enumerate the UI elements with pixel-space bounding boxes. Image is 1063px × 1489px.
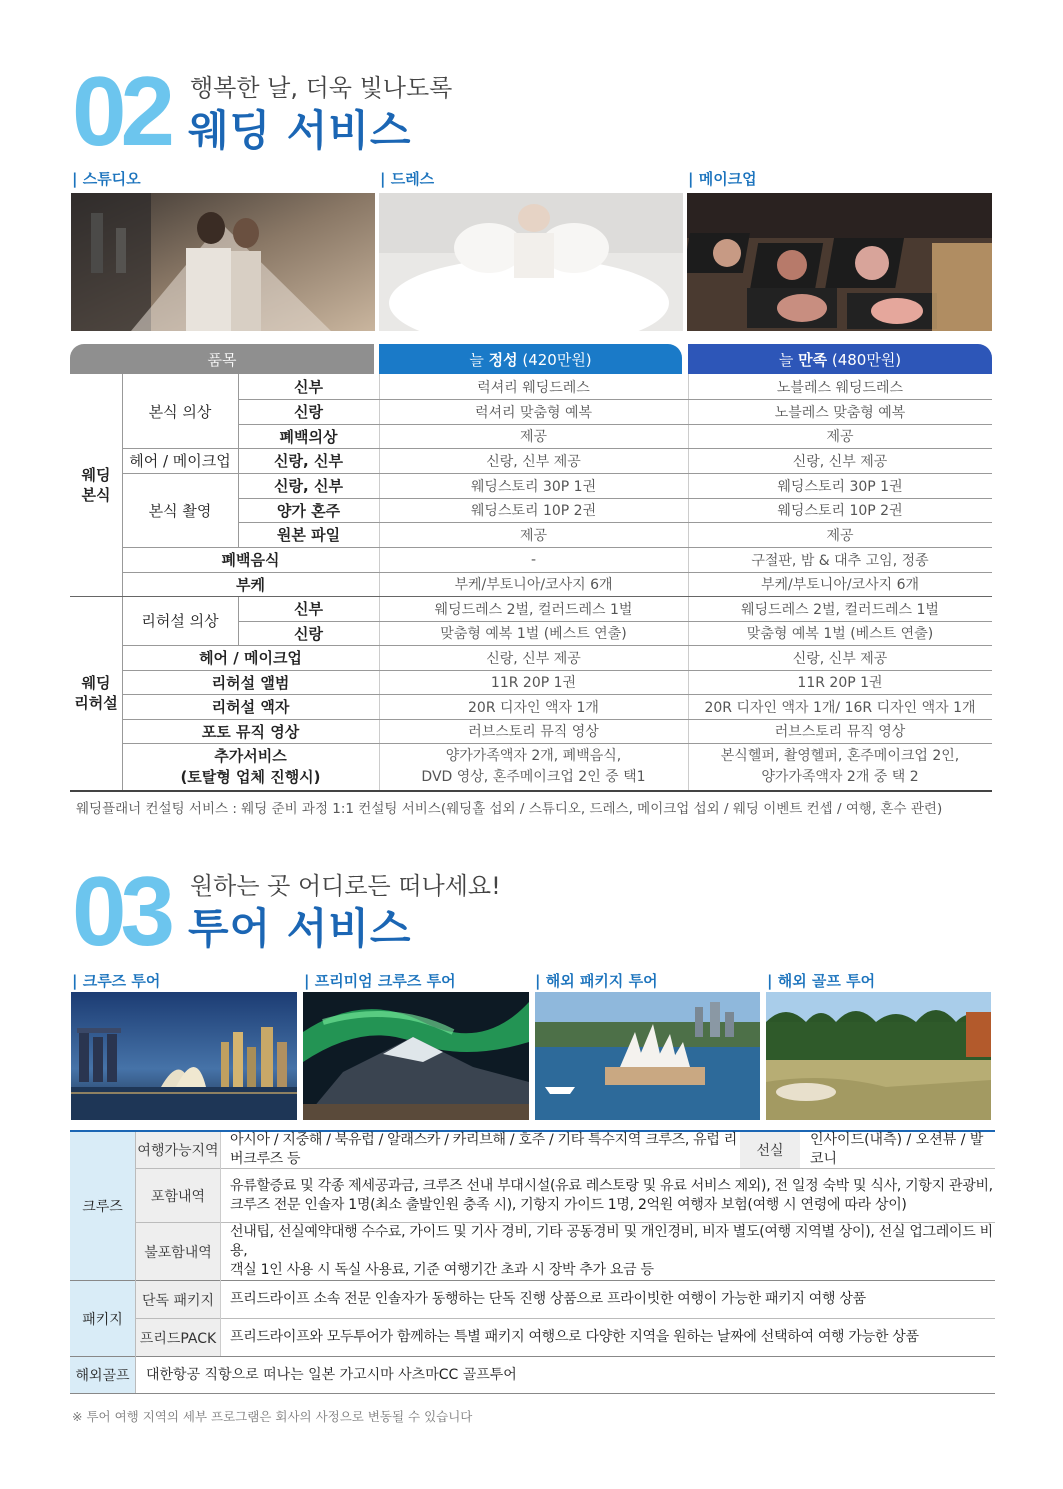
- table-header-item: [70, 344, 374, 374]
- section-title-02: 웨딩 서비스: [188, 106, 412, 155]
- label-freed-pack: 프리드PACK: [136, 1319, 220, 1356]
- section-subtitle-02: 행복한 날, 더욱 빛나도록: [190, 74, 453, 102]
- row-plan2: 본식헬퍼, 촬영헬퍼, 혼주메이크업 2인, 양가가족액자 2개 중 택 2: [720, 747, 960, 785]
- divider: [122, 547, 992, 548]
- row-plan1: 신랑, 신부 제공: [486, 453, 581, 470]
- sub-rehearsal-attire: 리허설 의상: [141, 612, 219, 630]
- row-plan2: 노블레스 웨딩드레스: [776, 379, 904, 396]
- section-number-02: 02: [72, 56, 170, 166]
- photo-label-dress: | 드레스: [380, 170, 435, 188]
- row-plan1: -: [530, 551, 537, 568]
- group-wedding-ceremony: 웨딩 본식: [81, 466, 111, 504]
- row-plan2: 제공: [826, 527, 854, 544]
- section-number-03: 03: [72, 856, 170, 966]
- row-item: 신랑, 신부: [274, 477, 343, 495]
- section-title-03: 투어 서비스: [188, 904, 412, 953]
- divider: [238, 498, 992, 499]
- value-freed-pack: 프리드라이프와 모두투어가 함께하는 특별 패키지 여행으로 다양한 지역을 원하는 날짜에 선택하여 여행 가능한 상품: [230, 1329, 919, 1345]
- divider: [238, 399, 992, 400]
- wedding-note: 웨딩플래너 컨설팅 서비스 : 웨딩 준비 과정 1:1 컨설팅 서비스(웨딩홀 섭외 / 스튜디오, 드레스, 메이크업 섭외 / 웨딩 이벤트 컨셉 / 여행, 혼수 관련): [76, 801, 943, 817]
- row-plan2: 구절판, 밤 & 대추 고임, 정종: [751, 552, 929, 569]
- tour-note: ※ 투어 여행 지역의 세부 프로그램은 회사의 사정으로 변동될 수 있습니다: [72, 1409, 473, 1424]
- row-plan2: 맞춤형 예복 1벌 (베스트 연출): [746, 626, 934, 642]
- photo-label-premium-cruise: | 프리미엄 크루즈 투어: [304, 972, 456, 990]
- plan2-price: (480만원): [827, 350, 902, 369]
- row-plan1: 맞춤형 예복 1벌 (베스트 연출): [440, 626, 627, 642]
- row-plan1: 부케/부토니아/코사지 6개: [454, 577, 613, 593]
- photo-label-makeup: | 메이크업: [688, 170, 757, 188]
- row-plan2: 러브스토리 뮤직 영상: [774, 724, 906, 740]
- row-plan1: 신랑, 신부 제공: [486, 650, 581, 667]
- golf-photo: [766, 992, 991, 1120]
- row-item: 양가 혼주: [276, 501, 341, 520]
- row-plan2: 11R 20P 1권: [797, 675, 883, 691]
- sub-ceremony-photo: 본식 촬영: [148, 501, 212, 520]
- row-item: 신랑: [294, 624, 323, 643]
- row-item: 리허설 액자: [211, 698, 290, 716]
- cruise-photo: [71, 992, 297, 1120]
- plan1-price: (420만원): [517, 350, 592, 369]
- header-item-label: 품목: [207, 350, 237, 369]
- photo-label-golf: | 해외 골프 투어: [767, 972, 876, 990]
- group-wedding-rehearsal: 웨딩 리허설: [74, 674, 118, 712]
- row-plan1: 양가가족액자 2개, 폐백음식, DVD 영상, 혼주메이크업 2인 중 택1: [421, 747, 646, 785]
- divider: [122, 743, 992, 744]
- divider: [136, 1168, 995, 1169]
- divider: [122, 719, 992, 720]
- divider: [136, 1318, 995, 1319]
- divider: [122, 694, 992, 695]
- row-item: 신랑, 신부: [274, 452, 343, 470]
- divider: [238, 424, 992, 425]
- section-subtitle-03: 원하는 곳 어디로든 떠나세요!: [190, 872, 501, 900]
- row-plan2: 신랑, 신부 제공: [792, 453, 888, 470]
- plan2-name: 만족: [798, 350, 828, 369]
- divider: [70, 1280, 995, 1281]
- row-plan1: 럭셔리 웨딩드레스: [477, 379, 590, 396]
- row-item: 헤어 / 메이크업: [199, 649, 302, 667]
- row-item: 신부: [294, 378, 323, 396]
- value-golf: 대한항공 직항으로 떠나는 일본 가고시마 사츠마CC 골프투어: [146, 1366, 517, 1383]
- divider: [238, 522, 992, 523]
- label-included: 포함내역: [136, 1169, 220, 1222]
- value-cabin: 인사이드(내측) / 오션뷰 / 발코니: [810, 1132, 984, 1167]
- sub-ceremony-attire: 본식 의상: [148, 402, 212, 421]
- row-plan2: 웨딩스토리 30P 1권: [777, 478, 903, 495]
- plan1-prefix: 늘: [469, 350, 489, 369]
- row-plan1: 제공: [519, 429, 548, 445]
- row-plan1: 11R 20P 1권: [490, 675, 577, 691]
- cat-golf: 해외골프: [70, 1357, 135, 1393]
- row-item: 리허설 앨범: [211, 673, 290, 692]
- label-solo-package: 단독 패키지: [136, 1281, 220, 1318]
- label-cabin: 선실: [740, 1132, 800, 1168]
- divider: [70, 1356, 995, 1357]
- row-item: 신랑: [294, 403, 323, 421]
- row-plan1: 20R 디자인 액자 1개: [468, 699, 599, 716]
- row-plan2: 웨딩드레스 2벌, 컬러드레스 1벌: [741, 601, 939, 618]
- row-item: 부케: [236, 575, 265, 594]
- table-header-plan2: [688, 344, 992, 374]
- divider: [220, 1132, 221, 1356]
- divider: [122, 572, 992, 573]
- divider: [70, 596, 992, 597]
- value-included: 유류할증료 및 각종 제세공과금, 크루즈 선내 부대시설(유료 레스토랑 및 유료 서비스 제외), 전 일정 숙박 및 식사, 기항지 관광비, 크루즈 전문 인솔자 1명(최소 출발인원 충족 시), 기항지 가이드 1명, 2억원 여행자 보험(여행 시 연령에 따라 상이): [230, 1177, 993, 1213]
- cat-cruise: 크루즈: [70, 1132, 135, 1280]
- photo-label-studio: | 스튜디오: [72, 170, 141, 188]
- value-excluded: 선내팁, 선실예약대행 수수료, 가이드 및 기사 경비, 기타 공동경비 및 개인경비, 비자 별도(여행 지역별 상이), 선실 업그레이드 비용, 객실 1인 사용 시 독실 사용료, 기준 여행기간 초과 시 장박 추가 요금 등: [230, 1224, 993, 1278]
- package-photo: [535, 992, 760, 1120]
- row-plan2: 제공: [826, 429, 854, 445]
- photo-label-package: | 해외 패키지 투어: [535, 972, 658, 990]
- row-plan2: 노블레스 맞춤형 예복: [774, 404, 906, 421]
- row-plan2: 웨딩스토리 10P 2권: [777, 503, 903, 519]
- premium-cruise-photo: [303, 992, 529, 1120]
- dress-photo: [379, 193, 683, 331]
- row-item: 폐백의상: [279, 427, 338, 446]
- row-plan1: 웨딩스토리 30P 1권: [470, 478, 597, 495]
- divider: [122, 670, 992, 671]
- plan2-prefix: 늘: [778, 350, 799, 369]
- row-item: 폐백음식: [221, 551, 280, 569]
- value-solo-package: 프리드라이프 소속 전문 인솔자가 동행하는 단독 진행 상품으로 프라이빗한 여행이 가능한 패키지 여행 상품: [230, 1291, 866, 1307]
- tour-service-table: [70, 1130, 995, 1395]
- wedding-service-table: [70, 344, 992, 794]
- divider: [238, 621, 992, 622]
- value-region: 아시아 / 지중해 / 북유럽 / 알래스카 / 카리브해 / 호주 / 기타 특수지역 크루즈, 유럽 리버크루즈 등: [230, 1132, 737, 1167]
- row-item: 신부: [294, 600, 323, 618]
- row-plan1: 웨딩드레스 2벌, 컬러드레스 1벌: [434, 601, 633, 618]
- row-item: 원본 파일: [276, 526, 341, 544]
- row-plan1: 제공: [519, 527, 548, 544]
- divider: [122, 473, 992, 474]
- divider: [70, 1393, 995, 1394]
- divider: [122, 448, 992, 449]
- divider: [136, 1222, 995, 1223]
- makeup-photo: [687, 193, 992, 331]
- row-plan1: 러브스토리 뮤직 영상: [468, 724, 599, 740]
- row-plan1: 웨딩스토리 10P 2권: [470, 503, 597, 519]
- label-region: 여행가능지역: [136, 1132, 220, 1168]
- sub-hair-makeup: 헤어 / 메이크업: [129, 452, 231, 470]
- row-plan2: 부케/부토니아/코사지 6개: [760, 577, 920, 593]
- row-item: 포토 뮤직 영상: [201, 722, 300, 741]
- row-plan2: 신랑, 신부 제공: [792, 650, 888, 667]
- studio-photo: [71, 193, 375, 331]
- plan1-name: 정성: [488, 350, 518, 369]
- photo-label-cruise: | 크루즈 투어: [72, 972, 161, 990]
- cat-package: 패키지: [70, 1281, 135, 1356]
- row-plan2: 20R 디자인 액자 1개/ 16R 디자인 액자 1개: [704, 699, 976, 716]
- divider: [135, 1132, 136, 1393]
- table-header-plan1: [379, 344, 682, 374]
- row-item: 추가서비스 (토탈형 업체 진행시): [180, 746, 321, 786]
- row-plan1: 럭셔리 맞춤형 예복: [474, 404, 593, 421]
- divider: [70, 790, 992, 792]
- label-excluded: 불포함내역: [136, 1223, 220, 1280]
- divider: [122, 645, 992, 646]
